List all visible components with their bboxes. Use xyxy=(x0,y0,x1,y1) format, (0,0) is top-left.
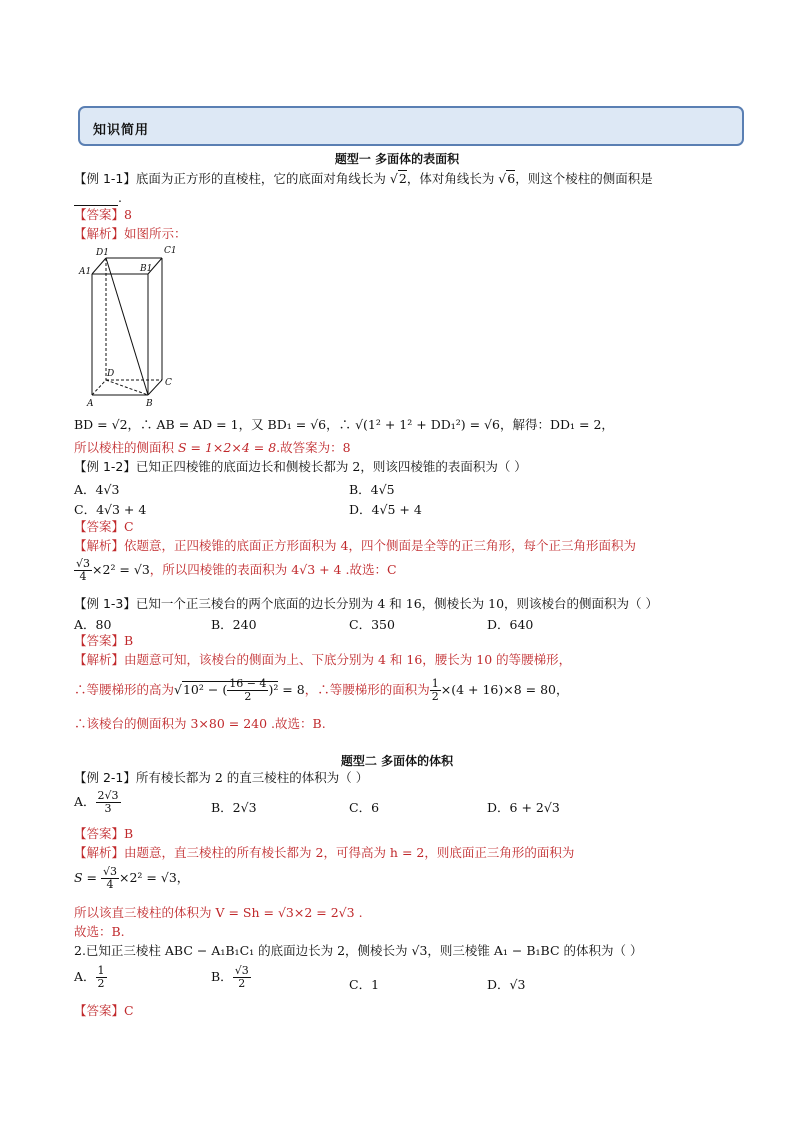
ex13-solution-3: ∴该棱台的侧面积为 3×80 = 240 .故选：B. xyxy=(74,716,326,731)
ex12-solution-1: 【解析】依题意，正四棱锥的底面正方形面积为 4，四个侧面是全等的正三角形，每个正三角形面积为 xyxy=(74,538,636,553)
ex11-question: 【例 1-1】底面为正方形的直棱柱，它的底面对角线长为 √2，体对角线长为 √6，则这个棱柱的侧面积是 xyxy=(74,171,653,186)
section-header-title: 知识简用 xyxy=(93,123,150,138)
ex11-solution: 【解析】如图所示： xyxy=(74,226,187,241)
ex21-option-a: A． $\frac{2√3}{3}$ xyxy=(74,789,119,815)
ex11-blank-line: . xyxy=(74,190,122,206)
ex2-answer: 【答案】C xyxy=(74,1003,134,1018)
ex21-question: 【例 2-1】所有棱长都为 2 的直三棱柱的体积为（ ） xyxy=(74,770,369,785)
ex12-option-a: A．4√3 xyxy=(74,482,120,497)
ex21-answer: 【答案】B xyxy=(74,826,134,841)
ex2-option-d: D．√3 xyxy=(487,977,526,992)
ex21-solution-1: 【解析】由题意，直三棱柱的所有棱长都为 2，可得高为 h = 2，则底面正三角形的面积为 xyxy=(74,845,575,860)
label-B1: B1 xyxy=(140,264,153,274)
ex21-option-c: C．6 xyxy=(349,800,380,815)
ex2-option-a: A． $\frac{1}{2}$ xyxy=(74,964,105,990)
ex13-option-c: C．350 xyxy=(349,617,395,632)
section-header-box xyxy=(78,106,744,146)
ex13-option-b: B．240 xyxy=(211,617,257,632)
ex2-option-c: C．1 xyxy=(349,977,380,992)
label-B: B xyxy=(146,399,153,409)
ex12-question: 【例 1-2】已知正四棱锥的底面边长和侧棱长都为 2，则该四棱锥的表面积为（ ） xyxy=(74,459,527,474)
ex12-option-d: D．4√5 + 4 xyxy=(349,502,422,517)
ex21-solution-3: 所以该直三棱柱的体积为 V = Sh = √3×2 = 2√3 . xyxy=(74,905,363,920)
section2-title: 题型二 多面体的体积 xyxy=(340,754,454,768)
ex12-solution-2: $\frac{√3}{4}$ ×2² = √3，所以四棱锥的表面积为 4√3 + 4 .故选：C xyxy=(76,557,397,583)
ex13-answer: 【答案】B xyxy=(74,633,134,648)
label-C: C xyxy=(165,378,172,388)
ex11-tag: 【例 1-1】 xyxy=(74,171,136,186)
ex21-option-b: B．2√3 xyxy=(211,800,257,815)
ex21-solution-4: 故选：B. xyxy=(74,924,125,939)
ex12-option-c: C．4√3 + 4 xyxy=(74,502,147,517)
label-A1: A1 xyxy=(79,267,92,277)
ex12-answer: 【答案】C xyxy=(74,519,134,534)
ex11-line1: BD = √2，∴ AB = AD = 1，又 BD₁ = √6，∴ √(1² + 1² + DD₁²) = √6，解得：DD₁ = 2， xyxy=(74,417,614,432)
label-D1: D1 xyxy=(96,248,109,258)
ex21-option-d: D．6 + 2√3 xyxy=(487,800,560,815)
prism-figure xyxy=(76,240,186,410)
label-D: D xyxy=(107,369,115,379)
ex2-question: 2.已知正三棱柱 ABC − A₁B₁C₁ 的底面边长为 2，侧棱长为 √3，则三棱锥 A₁ − B₁BC 的体积为（ ） xyxy=(74,943,643,958)
ex21-solution-2: S = $\frac{√3}{4}$ ×2² = √3， xyxy=(74,865,190,891)
ex13-option-a: A．80 xyxy=(74,617,112,632)
ex2-option-b: B． $\frac{√3}{2}$ xyxy=(211,964,249,990)
label-A: A xyxy=(87,399,94,409)
ex11-line2: 所以棱柱的侧面积 S = 1×2×4 = 8.故答案为：8 xyxy=(74,440,351,455)
section1-title: 题型一 多面体的表面积 xyxy=(334,152,460,166)
ex13-solution-1: 【解析】由题意可知，该棱台的侧面为上、下底分别为 4 和 16，腰长为 10 的等腰梯形， xyxy=(74,652,572,667)
ex12-option-b: B．4√5 xyxy=(349,482,395,497)
ex11-answer: 【答案】8 xyxy=(74,207,132,222)
ex13-solution-2: ∴等腰梯形的高为√10² − ( $\frac{16 - 4}{2}$ )² = 8，∴等腰梯形的面积为 $\frac{1}{2}$ ×(4 + 16)×8 = 80， xyxy=(74,677,569,703)
answer-blank xyxy=(74,193,118,206)
ex13-option-d: D．640 xyxy=(487,617,534,632)
ex13-question: 【例 1-3】已知一个正三棱台的两个底面的边长分别为 4 和 16，侧棱长为 10，则该棱台的侧面积为（ ） xyxy=(74,596,659,611)
label-C1: C1 xyxy=(164,246,177,256)
